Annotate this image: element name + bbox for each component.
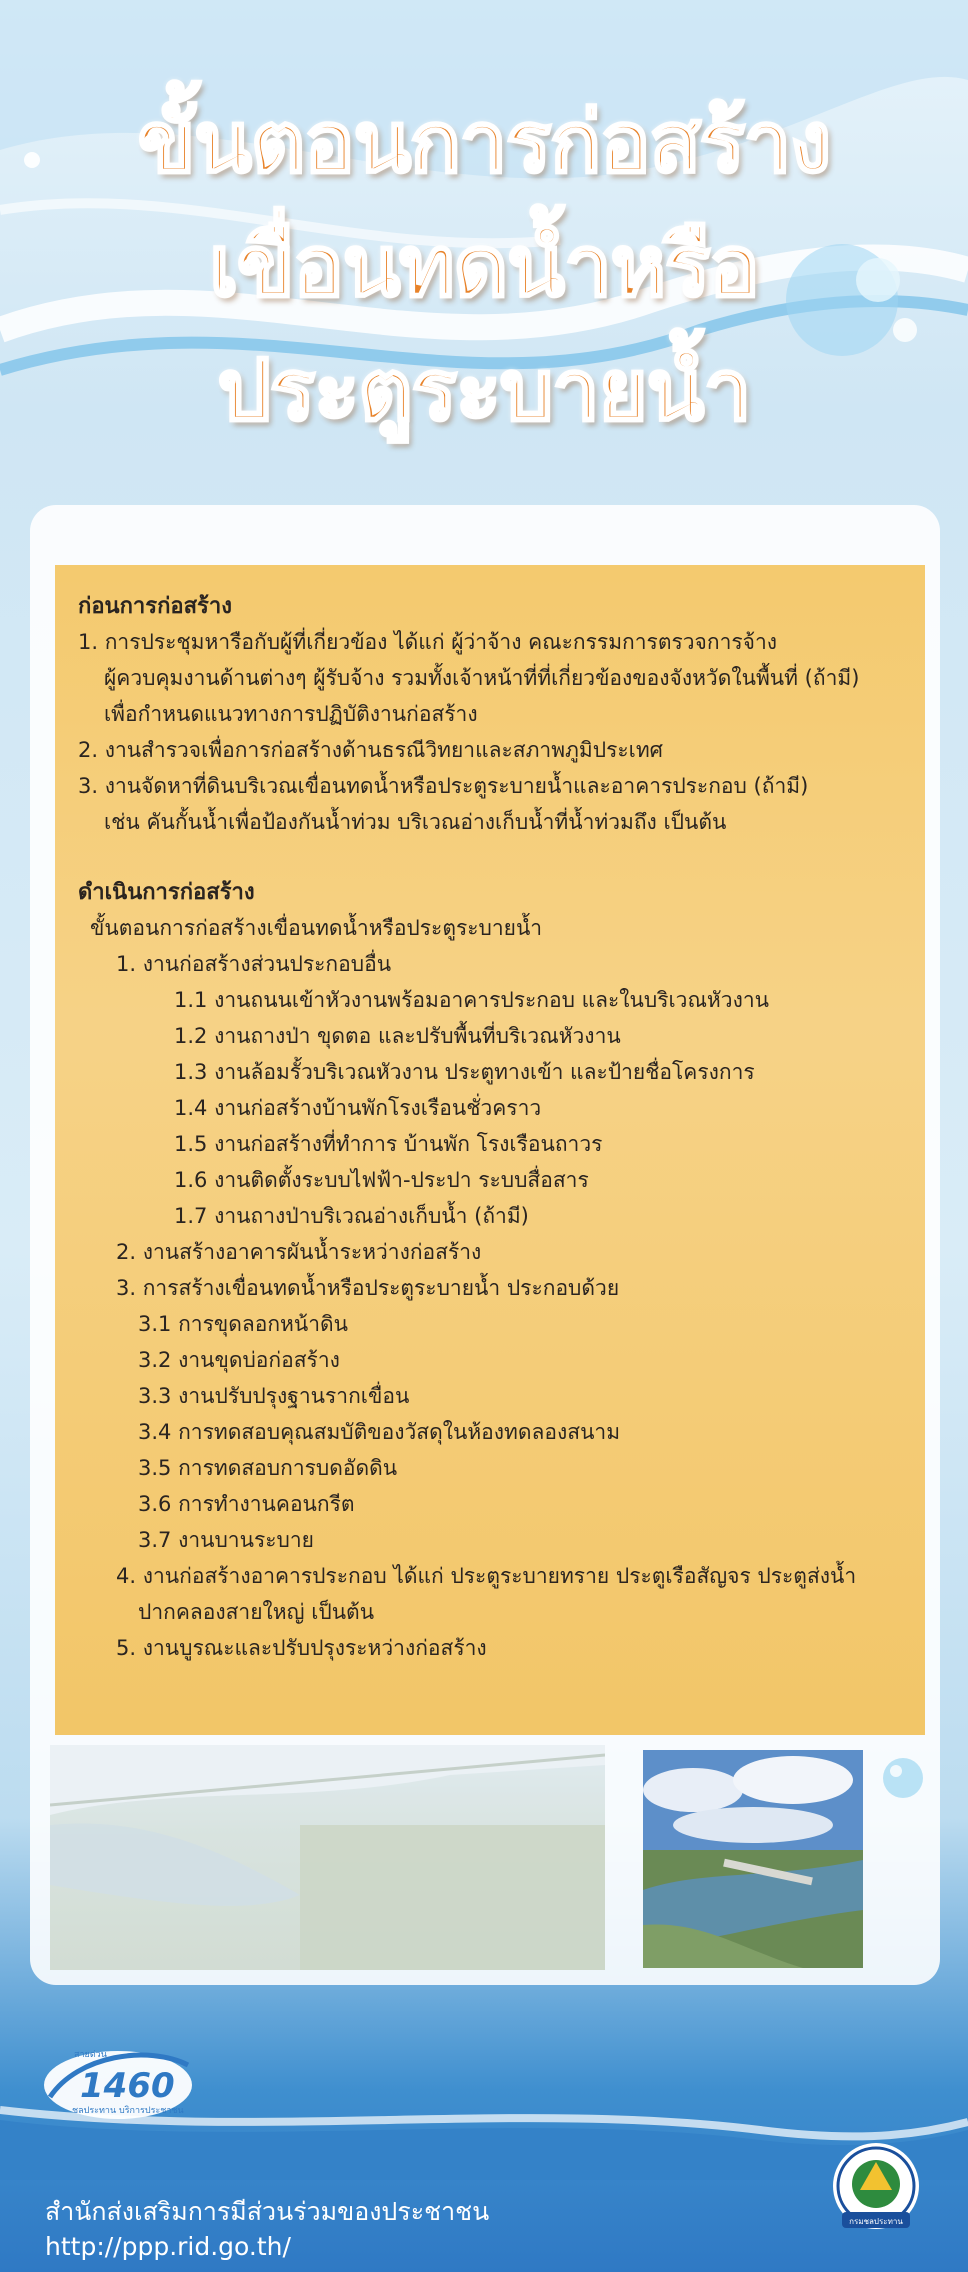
- aerial-photo-faded: [50, 1745, 605, 1970]
- bubble-icon: [880, 1755, 926, 1801]
- section-heading-during: ดำเนินการก่อสร้าง: [78, 880, 255, 905]
- list-item: 3. การสร้างเขื่อนทดน้ำหรือประตูระบายน้ำ ประกอบด้วย: [116, 1276, 620, 1300]
- hotline-tagline: ชลประทาน บริการประชาชน: [72, 2106, 184, 2116]
- page-title: [0, 80, 968, 452]
- title-line-2: เขื่อนทดน้ำหรือ: [209, 217, 759, 315]
- content-text: [78, 590, 918, 1666]
- list-item: 2. งานสร้างอาคารผันน้ำระหว่างก่อสร้าง: [116, 1240, 482, 1264]
- hotline-small-label: สายด่วน: [74, 2050, 107, 2060]
- dam-photo: [643, 1750, 863, 1968]
- list-item: 5. งานบูรณะและปรับปรุงระหว่างก่อสร้าง: [116, 1636, 487, 1660]
- list-item: 1.7 งานถางป่าบริเวณอ่างเก็บน้ำ (ถ้ามี): [174, 1204, 529, 1228]
- list-item: 1.3 งานล้อมรั้วบริเวณหัวงาน ประตูทางเข้า และป้ายชื่อโครงการ: [174, 1060, 755, 1084]
- list-item: ผู้ควบคุมงานด้านต่างๆ ผู้รับจ้าง รวมทั้งเจ้าหน้าที่ที่เกี่ยวข้องของจังหวัดในพื้นที่ (ถ้ามี): [104, 666, 860, 690]
- list-item: 3.3 งานปรับปรุงฐานรากเขื่อน: [138, 1384, 410, 1408]
- list-item: 3. งานจัดหาที่ดินบริเวณเขื่อนทดน้ำหรือประตูระบายน้ำและอาคารประกอบ (ถ้ามี): [78, 774, 809, 798]
- list-item: 3.2 งานขุดบ่อก่อสร้าง: [138, 1348, 340, 1372]
- list-item: 1.2 งานถางป่า ขุดตอ และปรับพื้นที่บริเวณหัวงาน: [174, 1024, 621, 1048]
- list-item: 1.6 งานติดตั้งระบบไฟฟ้า-ประปา ระบบสื่อสาร: [174, 1168, 589, 1192]
- list-item: 3.7 งานบานระบาย: [138, 1528, 314, 1552]
- list-item: 3.5 การทดสอบการบดอัดดิน: [138, 1456, 398, 1480]
- list-item: 4. งานก่อสร้างอาคารประกอบ ได้แก่ ประตูระบายทราย ประตูเรือสัญจร ประตูส่งน้ำ: [116, 1564, 857, 1588]
- footer-url[interactable]: http://ppp.rid.go.th/: [45, 2232, 291, 2261]
- section-heading-before: ก่อนการก่อสร้าง: [78, 594, 232, 619]
- list-item: ปากคลองสายใหญ่ เป็นต้น: [138, 1600, 375, 1624]
- list-item: 3.1 การขุดลอกหน้าดิน: [138, 1312, 349, 1336]
- list-item: 1. การประชุมหารือกับผู้ที่เกี่ยวข้อง ได้แก่ ผู้ว่าจ้าง คณะกรรมการตรวจการจ้าง: [78, 630, 777, 654]
- hotline-number: 1460: [80, 2066, 175, 2106]
- list-item: 3.4 การทดสอบคุณสมบัติของวัสดุในห้องทดลองสนาม: [138, 1420, 621, 1444]
- list-item: 1.4 งานก่อสร้างบ้านพักโรงเรือนชั่วคราว: [174, 1096, 542, 1120]
- list-item: 1. งานก่อสร้างส่วนประกอบอื่น: [116, 952, 392, 976]
- section-intro: ขั้นตอนการก่อสร้างเขื่อนทดน้ำหรือประตูระบายน้ำ: [90, 916, 543, 940]
- list-item: 1.1 งานถนนเข้าหัวงานพร้อมอาคารประกอบ และในบริเวณหัวงาน: [174, 988, 769, 1012]
- hotline-1460-logo: [38, 2035, 198, 2125]
- footer-organization: สำนักส่งเสริมการมีส่วนร่วมของประชาชน: [45, 2197, 490, 2226]
- title-line-1: ขั้นตอนการก่อสร้าง: [137, 93, 831, 191]
- list-item: 2. งานสำรวจเพื่อการก่อสร้างด้านธรณีวิทยาและสภาพภูมิประเทศ: [78, 738, 663, 762]
- list-item: เช่น คันกั้นน้ำเพื่อป้องกันน้ำท่วม บริเวณอ่างเก็บน้ำที่น้ำท่วมถึง เป็นต้น: [104, 810, 727, 834]
- seal-text: กรมชลประทาน: [849, 2217, 903, 2226]
- title-line-3: ประตูระบายน้ำ: [217, 341, 751, 439]
- rid-seal-logo: [830, 2140, 922, 2240]
- list-item: 3.6 การทำงานคอนกรีต: [138, 1492, 355, 1516]
- list-item: 1.5 งานก่อสร้างที่ทำการ บ้านพัก โรงเรือนถาวร: [174, 1132, 603, 1156]
- list-item: เพื่อกำหนดแนวทางการปฏิบัติงานก่อสร้าง: [104, 702, 478, 726]
